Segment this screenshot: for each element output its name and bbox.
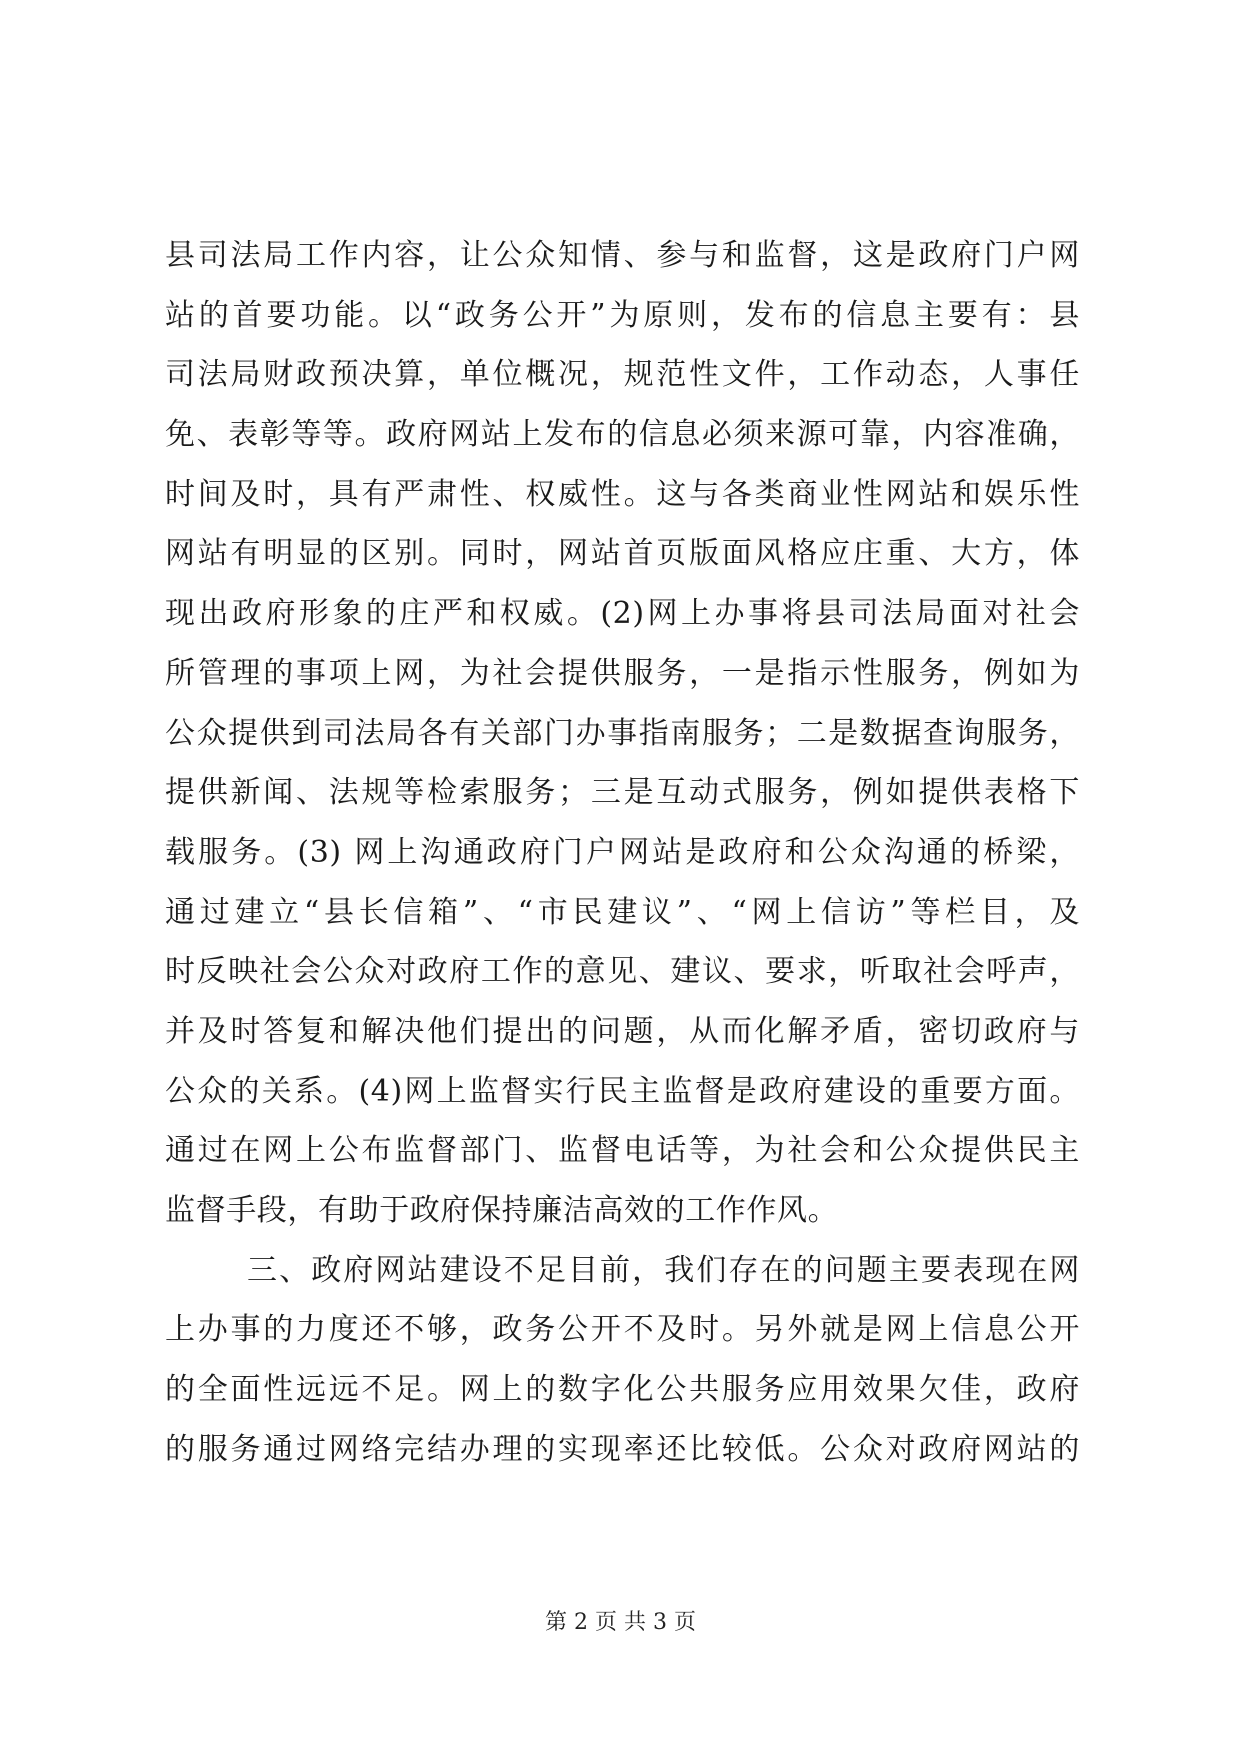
text-line: 县司法局工作内容，让公众知情、参与和监督，这是政府门户网 — [165, 238, 1080, 273]
text-line: 的全面性远远不足。网上的数字化公共服务应用效果欠佳，政府 — [165, 1372, 1080, 1408]
page-footer — [0, 1608, 1241, 1638]
text-line: 免、表彰等等。政府网站上发布的信息必须来源可靠，内容准确， — [165, 417, 1080, 453]
text-line: 司法局财政预决算，单位概况，规范性文件，工作动态，人事任 — [165, 357, 1080, 393]
text-line: 公众提供到司法局各有关部门办事指南服务；二是数据查询服务， — [165, 715, 1080, 751]
text-line: 公众的关系。(4)网上监督实行民主监督是政府建设的重要方面。 — [165, 1073, 1080, 1109]
text-line: 载服务。(3) 网上沟通政府门户网站是政府和公众沟通的桥梁， — [165, 834, 1080, 870]
text-line: 上办事的力度还不够，政务公开不及时。另外就是网上信息公开 — [165, 1312, 1080, 1348]
text-line: 并及时答复和解决他们提出的问题，从而化解矛盾，密切政府与 — [165, 1013, 1080, 1049]
text-line: 提供新闻、法规等检索服务；三是互动式服务，例如提供表格下 — [165, 775, 1080, 811]
text-line: 现出政府形象的庄严和权威。(2)网上办事将县司法局面对社会 — [165, 596, 1080, 632]
body-text — [165, 226, 1080, 1479]
text-line: 网站有明显的区别。同时，网站首页版面风格应庄重、大方，体 — [165, 536, 1080, 572]
text-line: 的服务通过网络完结办理的实现率还比较低。公众对政府网站的 — [165, 1431, 1080, 1467]
text-line: 通过建立“县长信箱”、“市民建议”、“网上信访”等栏目，及 — [165, 894, 1080, 930]
text-line: 时反映社会公众对政府工作的意见、建议、要求，听取社会呼声， — [165, 954, 1080, 990]
page-number: 第 2 页 共 3 页 — [545, 1610, 696, 1635]
text-line: 时间及时，具有严肃性、权威性。这与各类商业性网站和娱乐性 — [165, 476, 1080, 512]
text-line: 所管理的事项上网，为社会提供服务，一是指示性服务，例如为 — [165, 655, 1080, 691]
section-heading-line: 三、政府网站建设不足目前，我们存在的问题主要表现在网 — [247, 1252, 1080, 1288]
text-line: 站的首要功能。以“政务公开”为原则，发布的信息主要有：县 — [165, 297, 1080, 333]
text-line: 通过在网上公布监督部门、监督电话等，为社会和公众提供民主 — [165, 1133, 1080, 1169]
text-line: 监督手段，有助于政府保持廉洁高效的工作作风。 — [165, 1193, 839, 1228]
